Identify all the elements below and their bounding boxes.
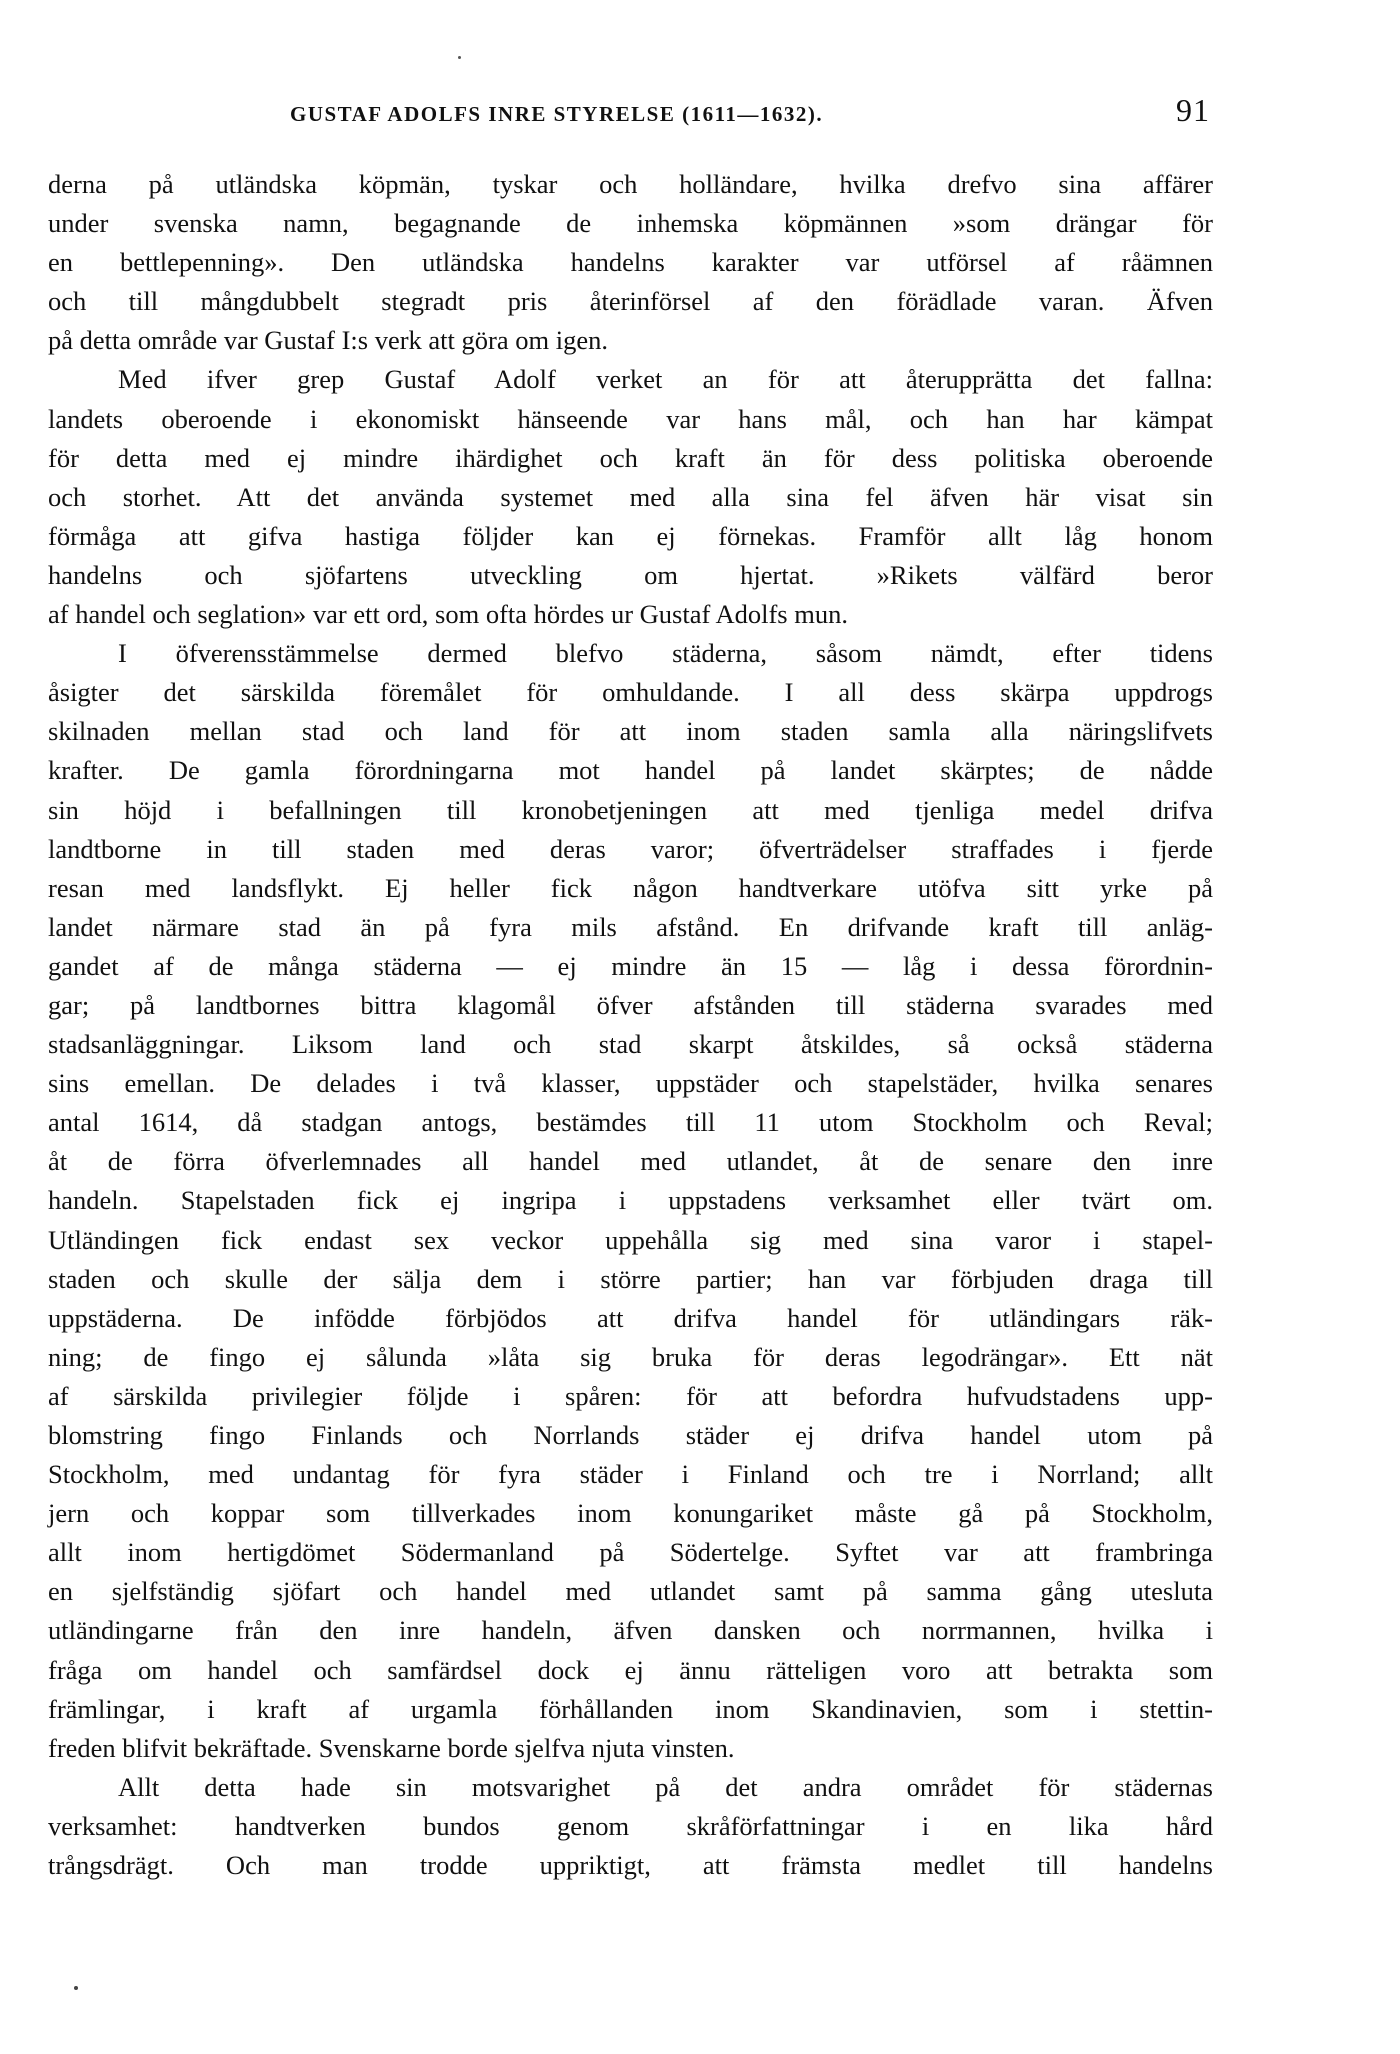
text-line: blomstring fingo Finlands och Norrlands städer ej drifva handel utom på: [48, 1420, 1213, 1450]
text-line: Med ifver grep Gustaf Adolf verket an för att återupprätta det fallna:: [118, 364, 1213, 395]
text-line: och till mångdubbelt stegradt pris återinförsel af den förädlade varan. Äfven: [48, 286, 1213, 317]
text-line: landets oberoende i ekonomiskt hänseende var hans mål, och han har kämpat: [48, 403, 1213, 434]
text-line: Stockholm, med undantag för fyra städer i Finland och tre i Norrland; allt: [48, 1459, 1213, 1490]
text-line: utländingarne från den inre handeln, äfven dansken och norrmannen, hvilka i: [48, 1615, 1213, 1646]
text-line: jern och koppar som tillverkades inom konungariket måste gå på Stockholm,: [48, 1498, 1213, 1529]
text-line: förmåga att gifva hastiga följder kan ej förnekas. Framför allt låg honom: [48, 520, 1213, 551]
text-line: antal 1614, då stadgan antogs, bestämdes till 11 utom Stockholm och Reval;: [48, 1107, 1213, 1138]
text-line: resan med landsflykt. Ej heller fick någon handtverkare utöfva sitt yrke på: [48, 872, 1213, 903]
print-speck-bottom: [74, 1986, 78, 1990]
text-line: I öfverensstämmelse dermed blefvo städerna, såsom nämdt, efter tidens: [118, 638, 1213, 669]
text-line: sins emellan. De delades i två klasser, uppstäder och stapelstäder, hvilka senares: [48, 1068, 1213, 1099]
text-line: främlingar, i kraft af urgamla förhållanden inom Skandinavien, som i stettin-: [48, 1693, 1213, 1724]
text-line: handelns och sjöfartens utveckling om hjertat. »Rikets välfärd beror: [48, 559, 1213, 590]
text-line: och storhet. Att det använda systemet med alla sina fel äfven här visat sin: [48, 481, 1213, 512]
text-line: skilnaden mellan stad och land för att inom staden samla alla näringslifvets: [48, 716, 1213, 747]
text-line: handeln. Stapelstaden fick ej ingripa i uppstadens verksamhet eller tvärt om.: [48, 1185, 1213, 1216]
page-header: [290, 92, 1210, 132]
text-line: af särskilda privilegier följde i spåren: för att befordra hufvudstadens upp-: [48, 1380, 1213, 1411]
text-line: derna på utländska köpmän, tyskar och holländare, hvilka drefvo sina affärer: [48, 169, 1213, 199]
text-line: Utländingen fick endast sex veckor uppehålla sig med sina varor i stapel-: [48, 1224, 1213, 1255]
text-line: stadsanläggningar. Liksom land och stad skarpt åtskildes, så också städerna: [48, 1029, 1213, 1060]
text-line: för detta med ej mindre ihärdighet och kraft än för dess politiska oberoende: [48, 442, 1213, 473]
text-line: freden blifvit bekräftade. Svenskarne borde sjelfva njuta vinsten.: [48, 1732, 735, 1763]
text-line: fråga om handel och samfärdsel dock ej ännu rätteligen voro att betrakta som: [48, 1654, 1213, 1685]
text-line: verksamhet: handtverken bundos genom skråförfattningar i en lika hård: [48, 1810, 1213, 1841]
body-text: [48, 165, 1213, 1885]
print-speck-top: [458, 56, 461, 59]
text-line: åsigter det särskilda föremålet för omhuldande. I all dess skärpa uppdrogs: [48, 677, 1213, 708]
text-line: en sjelfständig sjöfart och handel med utlandet samt på samma gång utesluta: [48, 1576, 1213, 1607]
text-line: åt de förra öfverlemnades all handel med utlandet, åt de senare den inre: [48, 1146, 1213, 1177]
text-line: Allt detta hade sin motsvarighet på det andra området för städernas: [118, 1771, 1213, 1802]
text-line: sin höjd i befallningen till kronobetjeningen att med tjenliga medel drifva: [48, 794, 1213, 825]
text-line: staden och skulle der sälja dem i större partier; han var förbjuden draga till: [48, 1263, 1213, 1294]
text-line: uppstäderna. De infödde förbjödos att drifva handel för utländingars räk-: [48, 1302, 1213, 1333]
text-line: landet närmare stad än på fyra mils afstånd. En drifvande kraft till anläg-: [48, 911, 1213, 942]
text-line: gandet af de många städerna — ej mindre än 15 — låg i dessa förordnin-: [48, 950, 1213, 981]
page-number: 91: [1176, 92, 1210, 128]
text-line: landtborne in till staden med deras varor; öfverträdelser straffades i fjerde: [48, 833, 1213, 864]
text-line: under svenska namn, begagnande de inhemska köpmännen »som drängar för: [48, 208, 1213, 239]
text-line: på detta område var Gustaf I:s verk att göra om igen.: [48, 325, 608, 356]
text-line: en bettlepenning». Den utländska handelns karakter var utförsel af råämnen: [48, 247, 1213, 278]
text-line: allt inom hertigdömet Södermanland på Södertelge. Syftet var att frambringa: [48, 1537, 1213, 1568]
text-line: ning; de fingo ej sålunda »låta sig bruka för deras legodrängar». Ett nät: [48, 1341, 1213, 1372]
text-line: gar; på landtbornes bittra klagomål öfver afstånden till städerna svarades med: [48, 989, 1213, 1020]
running-head: GUSTAF ADOLFS INRE STYRELSE (1611—1632).: [290, 102, 824, 126]
text-line: trångsdrägt. Och man trodde uppriktigt, att främsta medlet till handelns: [48, 1850, 1213, 1881]
text-line: krafter. De gamla förordningarna mot handel på landet skärptes; de nådde: [48, 755, 1213, 786]
text-line: af handel och seglation» var ett ord, som ofta hördes ur Gustaf Adolfs mun.: [48, 599, 848, 630]
